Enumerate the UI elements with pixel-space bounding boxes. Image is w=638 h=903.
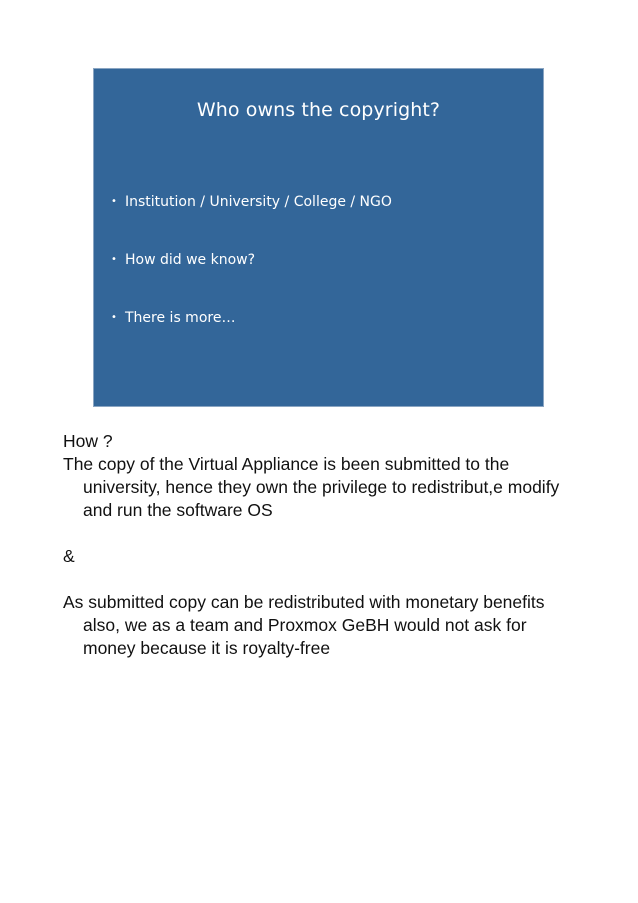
- slide-bullet-text: There is more…: [125, 310, 236, 326]
- notes-spacer: [63, 568, 583, 591]
- slide-bullet-list: [111, 193, 392, 367]
- notes-heading: How ?: [63, 431, 113, 451]
- speaker-notes: [63, 430, 583, 660]
- bullet-icon: •: [111, 312, 117, 323]
- slide-bullet-text: Institution / University / College / NGO: [125, 194, 392, 210]
- notes-ampersand: &: [63, 546, 75, 566]
- bullet-icon: •: [111, 196, 117, 207]
- notes-spacer: [63, 522, 583, 545]
- slide-bullet-text: How did we know?: [125, 252, 256, 268]
- notes-paragraph: The copy of the Virtual Appliance is been submitted to the university, hence they own the privilege to redistribut,e modify and run the software OS: [63, 454, 560, 520]
- slide-bullet-item: [111, 193, 392, 251]
- slide-image: [93, 68, 544, 407]
- slide-title: Who owns the copyright?: [196, 99, 441, 121]
- slide-bullet-item: [111, 309, 392, 367]
- notes-paragraph: As submitted copy can be redistributed with monetary benefits also, we as a team and Proxmox GeBH would not ask for money because it is royalty-free: [63, 592, 545, 658]
- bullet-icon: •: [111, 254, 117, 265]
- slide-bullet-item: [111, 251, 392, 309]
